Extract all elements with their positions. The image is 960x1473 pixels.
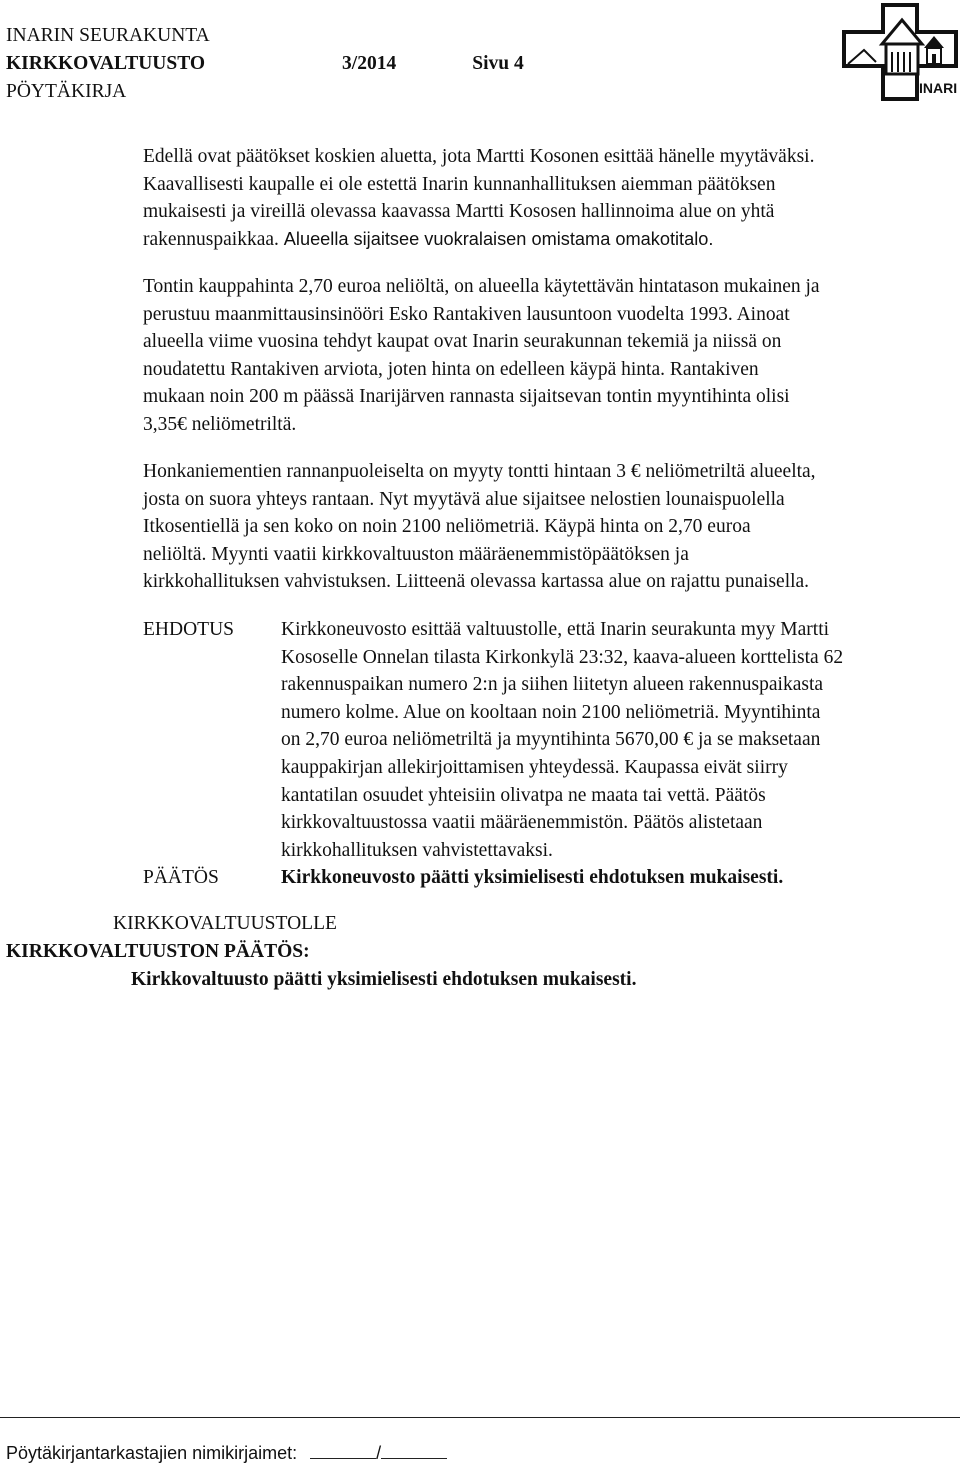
decision-text: Kirkkoneuvosto päätti yksimielisesti ehdotuksen mukaisesti. bbox=[281, 867, 784, 888]
paragraph-1 bbox=[143, 143, 960, 253]
footer-label: Pöytäkirjantarkastajien nimikirjaimet: bbox=[6, 1443, 298, 1463]
meeting-number: 3/2014 bbox=[342, 53, 397, 74]
footer-divider bbox=[0, 1417, 960, 1418]
body-name: KIRKKOVALTUUSTO bbox=[6, 53, 206, 74]
document-header bbox=[6, 22, 524, 106]
decision-label: PÄÄTÖS bbox=[143, 867, 219, 888]
church-cross-logo-icon bbox=[840, 2, 960, 102]
council-to-label: KIRKKOVALTUUSTOLLE bbox=[113, 913, 337, 934]
initials-blank-2 bbox=[381, 1440, 447, 1459]
header-meta-line bbox=[6, 50, 524, 78]
paragraph-1-serif: Edellä ovat päätökset koskien aluetta, jota Martti Kosonen esittää hänelle myytäväksi. Kaavallisesti kaupalle ei ole estettä Inarin kunnanhallituksen aiemman päätöksen mukaisesti ja vireillä olevassa kaavassa Martti Kososen hallinnoima alue on yhtä rakennuspaikkaa. bbox=[143, 146, 815, 250]
initials-blank-1 bbox=[310, 1440, 376, 1459]
proposal-text: Kirkkoneuvosto esittää valtuustolle, että Inarin seurakunta myy Martti Kososelle Onnelan tilasta Kirkonkylä 23:32, kaava-alueen korttelista 62 rakennuspaikan numero 2:n ja siihen liitetyn alueen rakennuspaikasta numero kolme. Alue on kooltaan noin 2100 neliömetriä. Myyntihinta on 2,70 euroa neliömetriltä ja myyntihinta 5670,00 € ja se maksetaan kauppakirjan allekirjoittamisen yhteydessä. Kaupassa eivät siirry kantatilan osuudet yhteisiin olivatpa ne maata tai vettä. Päätös kirkkovaltuustossa vaatii määräenemmistön. Päätös alistetaan kirkkohallituksen vahvistettavaksi. bbox=[281, 619, 844, 861]
organization-name: INARIN SEURAKUNTA bbox=[6, 25, 210, 46]
document-type: PÖYTÄKIRJA bbox=[6, 81, 127, 102]
paragraph-2: Tontin kauppahinta 2,70 euroa neliöltä, on alueella käytettävän hintatason mukainen ja perustuu maanmittausinsinööri Esko Rantakiven lausuntoon vuodelta 1993. Ainoat alueella viime vuosina tehdyt kaupat ovat Inarin seurakunnan tekemiä ja niissä on noudatettu Rantakiven arviota, joten hinta on edelleen käypä hinta. Rantakiven mukaan noin 200 m päässä Inarijärven rannasta sijaitsevan tontin myyntihinta olisi 3,35€ neliömetriltä. bbox=[143, 276, 820, 435]
paragraph-1-sans: Alueella sijaitsee vuokralaisen omistama omakotitalo. bbox=[283, 228, 714, 249]
page-number: Sivu 4 bbox=[472, 53, 524, 74]
council-decision-text: Kirkkovaltuusto päätti yksimielisesti ehdotuksen mukaisesti. bbox=[131, 969, 637, 990]
proposal-label: EHDOTUS bbox=[143, 619, 234, 640]
initials-separator: / bbox=[376, 1443, 382, 1463]
paragraph-3: Honkaniementien rannanpuoleiselta on myyty tontti hintaan 3 € neliömetriltä alueelta, josta on suora yhteys rantaan. Nyt myytävä alue sijaitsee nelostien lounaispuolella Itkosentiellä ja sen koko on noin 2100 neliömetriä. Käypä hinta on 2,70 euroa neliöltä. Myynti vaatii kirkkovaltuuston määräenemmistöpäätöksen ja kirkkohallituksen vahvistuksen. Liitteenä olevassa kartassa alue on rajattu punaisella. bbox=[143, 461, 816, 593]
footer-initials bbox=[6, 1440, 447, 1466]
council-decision-label: KIRKKOVALTUUSTON PÄÄTÖS: bbox=[6, 941, 310, 962]
logo-text: INARI bbox=[919, 80, 958, 96]
